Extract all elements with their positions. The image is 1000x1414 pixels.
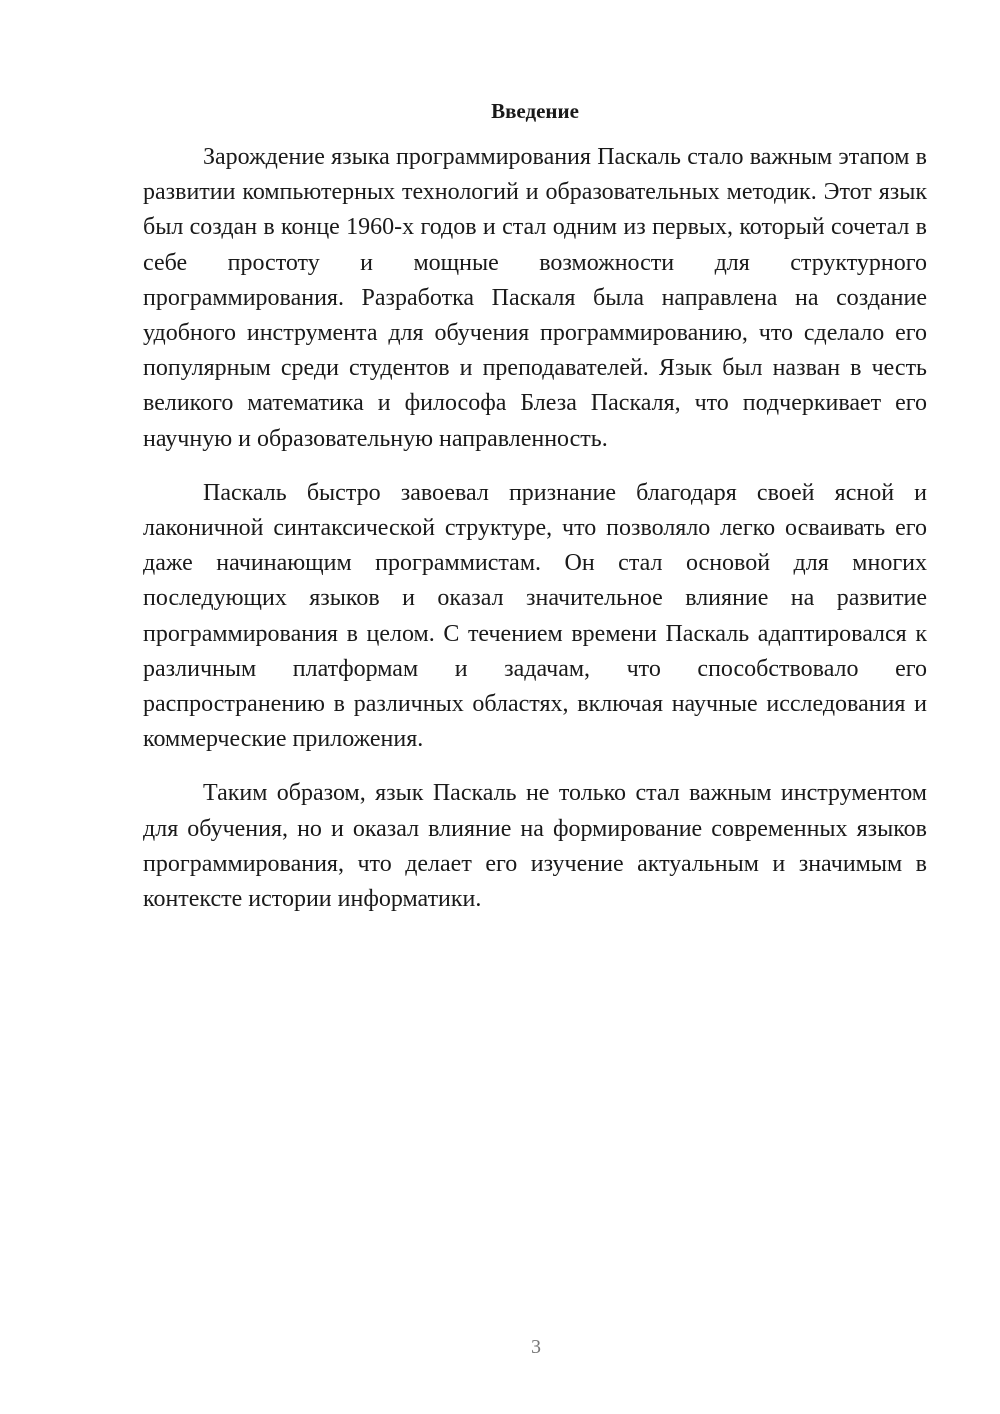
paragraph-2: Паскаль быстро завоевал признание благодаря своей ясной и лаконичной синтаксической структуре, что позволяло легко осваивать его даже начинающим программистам. Он стал основой для многих последующих языков и оказал значительное влияние на развитие программирования в целом. С течением времени Паскаль адаптировался к различным платформам и задачам, что способствовало его распространению в различных областях, включая научные исследования и коммерческие приложения. [143, 479, 927, 753]
paragraph-3: Таким образом, язык Паскаль не только стал важным инструментом для обучения, но и оказал влияние на формирование современных языков программирования, что делает его изучение актуальным и значимым в контексте истории информатики. [143, 780, 927, 913]
page-content [143, 96, 927, 917]
paragraph-1: Зарождение языка программирования Паскаль стало важным этапом в развитии компьютерных технологий и образовательных методик. Этот язык был создан в конце 1960-х годов и стал одним из первых, который сочетал в себе простоту и мощные возможности для структурного программирования. Разработка Паскаля была направлена на создание удобного инструмента для обучения программированию, что сделало его популярным среди студентов и преподавателей. Язык был назван в честь великого математика и философа Блеза Паскаля, что подчеркивает его научную и образовательную направленность. [143, 144, 927, 452]
section-heading: Введение [491, 99, 579, 123]
page-number: 3 [531, 1336, 541, 1358]
